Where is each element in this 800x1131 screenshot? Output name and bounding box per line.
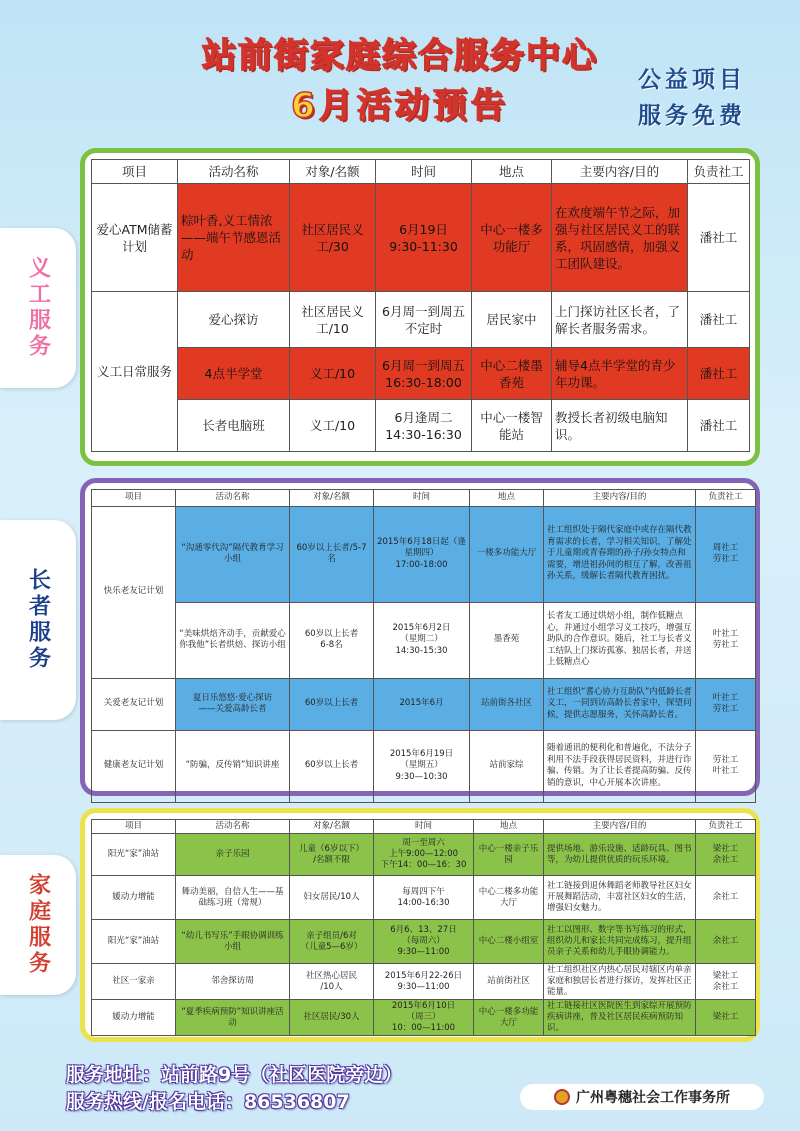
- organization-badge: 广州粤穗社会工作事务所: [520, 1084, 764, 1110]
- family-table: [91, 819, 756, 1036]
- table-row: 阳光“家”油站 亲子乐园 儿童（6岁以下） /名额不限 周一至周六 上午9:00—12:00 下午14：00—16：30 中心一楼亲子乐园 提供场地、游乐设施、适龄玩具、图书等，为幼儿提供优质的玩乐环境。 梁社工 余社工: [92, 834, 756, 876]
- section-tab-elderly: 长者服务: [0, 520, 76, 720]
- table-row: 爱心ATM储蓄计划 粽叶香,义工情浓——端午节感恩活动 社区居民义工/30 6月19日 9:30-11:30 中心一楼多功能厅 在欢度端午节之际，加强与社区居民义工的联系，巩固感情，加强义工团队建设。 潘社工: [92, 184, 750, 292]
- volunteer-panel: [80, 148, 760, 466]
- table-row: 健康老友记计划 “防骗，反传销”知识讲座 60岁以上长者 2015年6月19日 （星期五） 9:30—10:30 站前家综 随着通讯的便利化和普遍化，不法分子利用不法手段获得居民资料，并进行诈骗、传销。为了让长者提高防骗、反传销的意识，中心开展本次讲座。 劳社工 叶社工: [92, 730, 756, 802]
- table-row: 义工日常服务 爱心探访 社区居民义工/10 6月周一到周五 不定时 居民家中 上门探访社区长者，了解长者服务需求。 潘社工: [92, 292, 750, 348]
- service-address: 服务地址：站前路9号（社区医院旁边）: [66, 1064, 403, 1086]
- page-title: 站前街家庭综合服务中心: [202, 36, 598, 76]
- table-row: 阳光“家”油站 “幼儿书写乐”手眼协调训练小组 亲子组员/6对 （儿童5—6岁） 6月6、13、27日 （每周六） 9:30—11:00 中心二楼小组室 社工以图形、数字等书写练习的形式，组织幼儿和家长共同完成练习，提升组员亲子关系和幼儿手眼协调能力。 余社工: [92, 920, 756, 964]
- table-row: “美味烘焙齐动手，贡献爱心你我他”长者烘焙、探访小组 60岁以上长者 6-8名 2015年6月2日 （星期二） 14:30-15:30 墨香苑 长者友工通过烘焙小组，制作低糖点心，并通过小组学习义工技巧，增强互助队的合作意识。随后，社工与长者义工结队上门探访孤寡、独居长者，并送上低糖点心 叶社工 劳社工: [92, 602, 756, 678]
- table-row: 长者电脑班 义工/10 6月逢周二 14:30-16:30 中心一楼智能站 教授长者初级电脑知识。 潘社工: [92, 400, 750, 452]
- section-tab-volunteer: 义工服务: [0, 228, 76, 388]
- volunteer-table: [91, 159, 750, 452]
- elderly-table: [91, 489, 756, 803]
- table-row: 关爱老友记计划 夏日乐悠悠·爱心探访 ——关爱高龄长者 60岁以上长者 2015年6月 站前街各社区 社工组织“耆心协力互助队”内低龄长者义工，一同到访高龄长者家中，探望问候，提供志愿服务，关怀高龄长者。 叶社工 劳社工: [92, 678, 756, 730]
- table-row: 快乐老友记计划 “沟通零代沟”隔代教育学习小组 60岁以上长者/5-7名 2015年6月18日起（逢星期四） 17:00-18:00 一楼多功能大厅 社工组织处于隔代家庭中或存在隔代教育需求的长者，学习相关知识，了解处于儿童期或青春期的孙子/孙女特点和需要，增进祖孙间的相互了解，改善祖孙关系，缓解长者隔代教育困扰。 周社工 劳社工: [92, 506, 756, 602]
- org-logo-icon: [554, 1089, 570, 1105]
- table-header: 项目 活动名称 对象/名额 时间 地点 主要内容/目的 负责社工: [92, 160, 750, 184]
- section-tab-family: 家庭服务: [0, 855, 76, 995]
- table-row: 媛动力增能 “夏季疾病预防”知识讲座活动 社区居民/30人 2015年6月10日 （周三） 10：00—11:00 中心一楼多功能大厅 社工链接社区医院医生到家综开展预防疾病讲座，普及社区居民疾病预防知识。 梁社工: [92, 1000, 756, 1036]
- service-phone: 服务热线/报名电话：86536807: [66, 1091, 350, 1113]
- table-header: 项目 活动名称 对象/名额 时间 地点 主要内容/目的 负责社工: [92, 820, 756, 834]
- page-subtitle: 6月活动预告: [291, 86, 509, 126]
- table-row: 社区一家亲 邻舍探访周 社区热心居民 /10人 2015年6月22-26日 9:30—11:00 站前街社区 社工组织社区内热心居民对辖区内单亲家庭和独居长者进行探访，发挥社区正能量。 梁社工 余社工: [92, 964, 756, 1000]
- elderly-panel: [80, 478, 760, 796]
- table-row: 4点半学堂 义工/10 6月周一到周五 16:30-18:00 中心二楼墨香苑 辅导4点半学堂的青少年功课。 潘社工: [92, 348, 750, 400]
- family-panel: [80, 808, 760, 1042]
- table-row: 媛动力增能 舞动美丽，自信人生——基础练习班（常规） 妇女居民/10人 每周四下午 14:00-16:30 中心二楼多功能大厅 社工链接到退休舞蹈老师教导社区妇女开展舞蹈活动，丰富社区妇女的生活，增强妇女魅力。 余社工: [92, 876, 756, 920]
- free-badge: 公益项目 服务免费: [638, 67, 746, 129]
- table-header: 项目 活动名称 对象/名额 时间 地点 主要内容/目的 负责社工: [92, 490, 756, 507]
